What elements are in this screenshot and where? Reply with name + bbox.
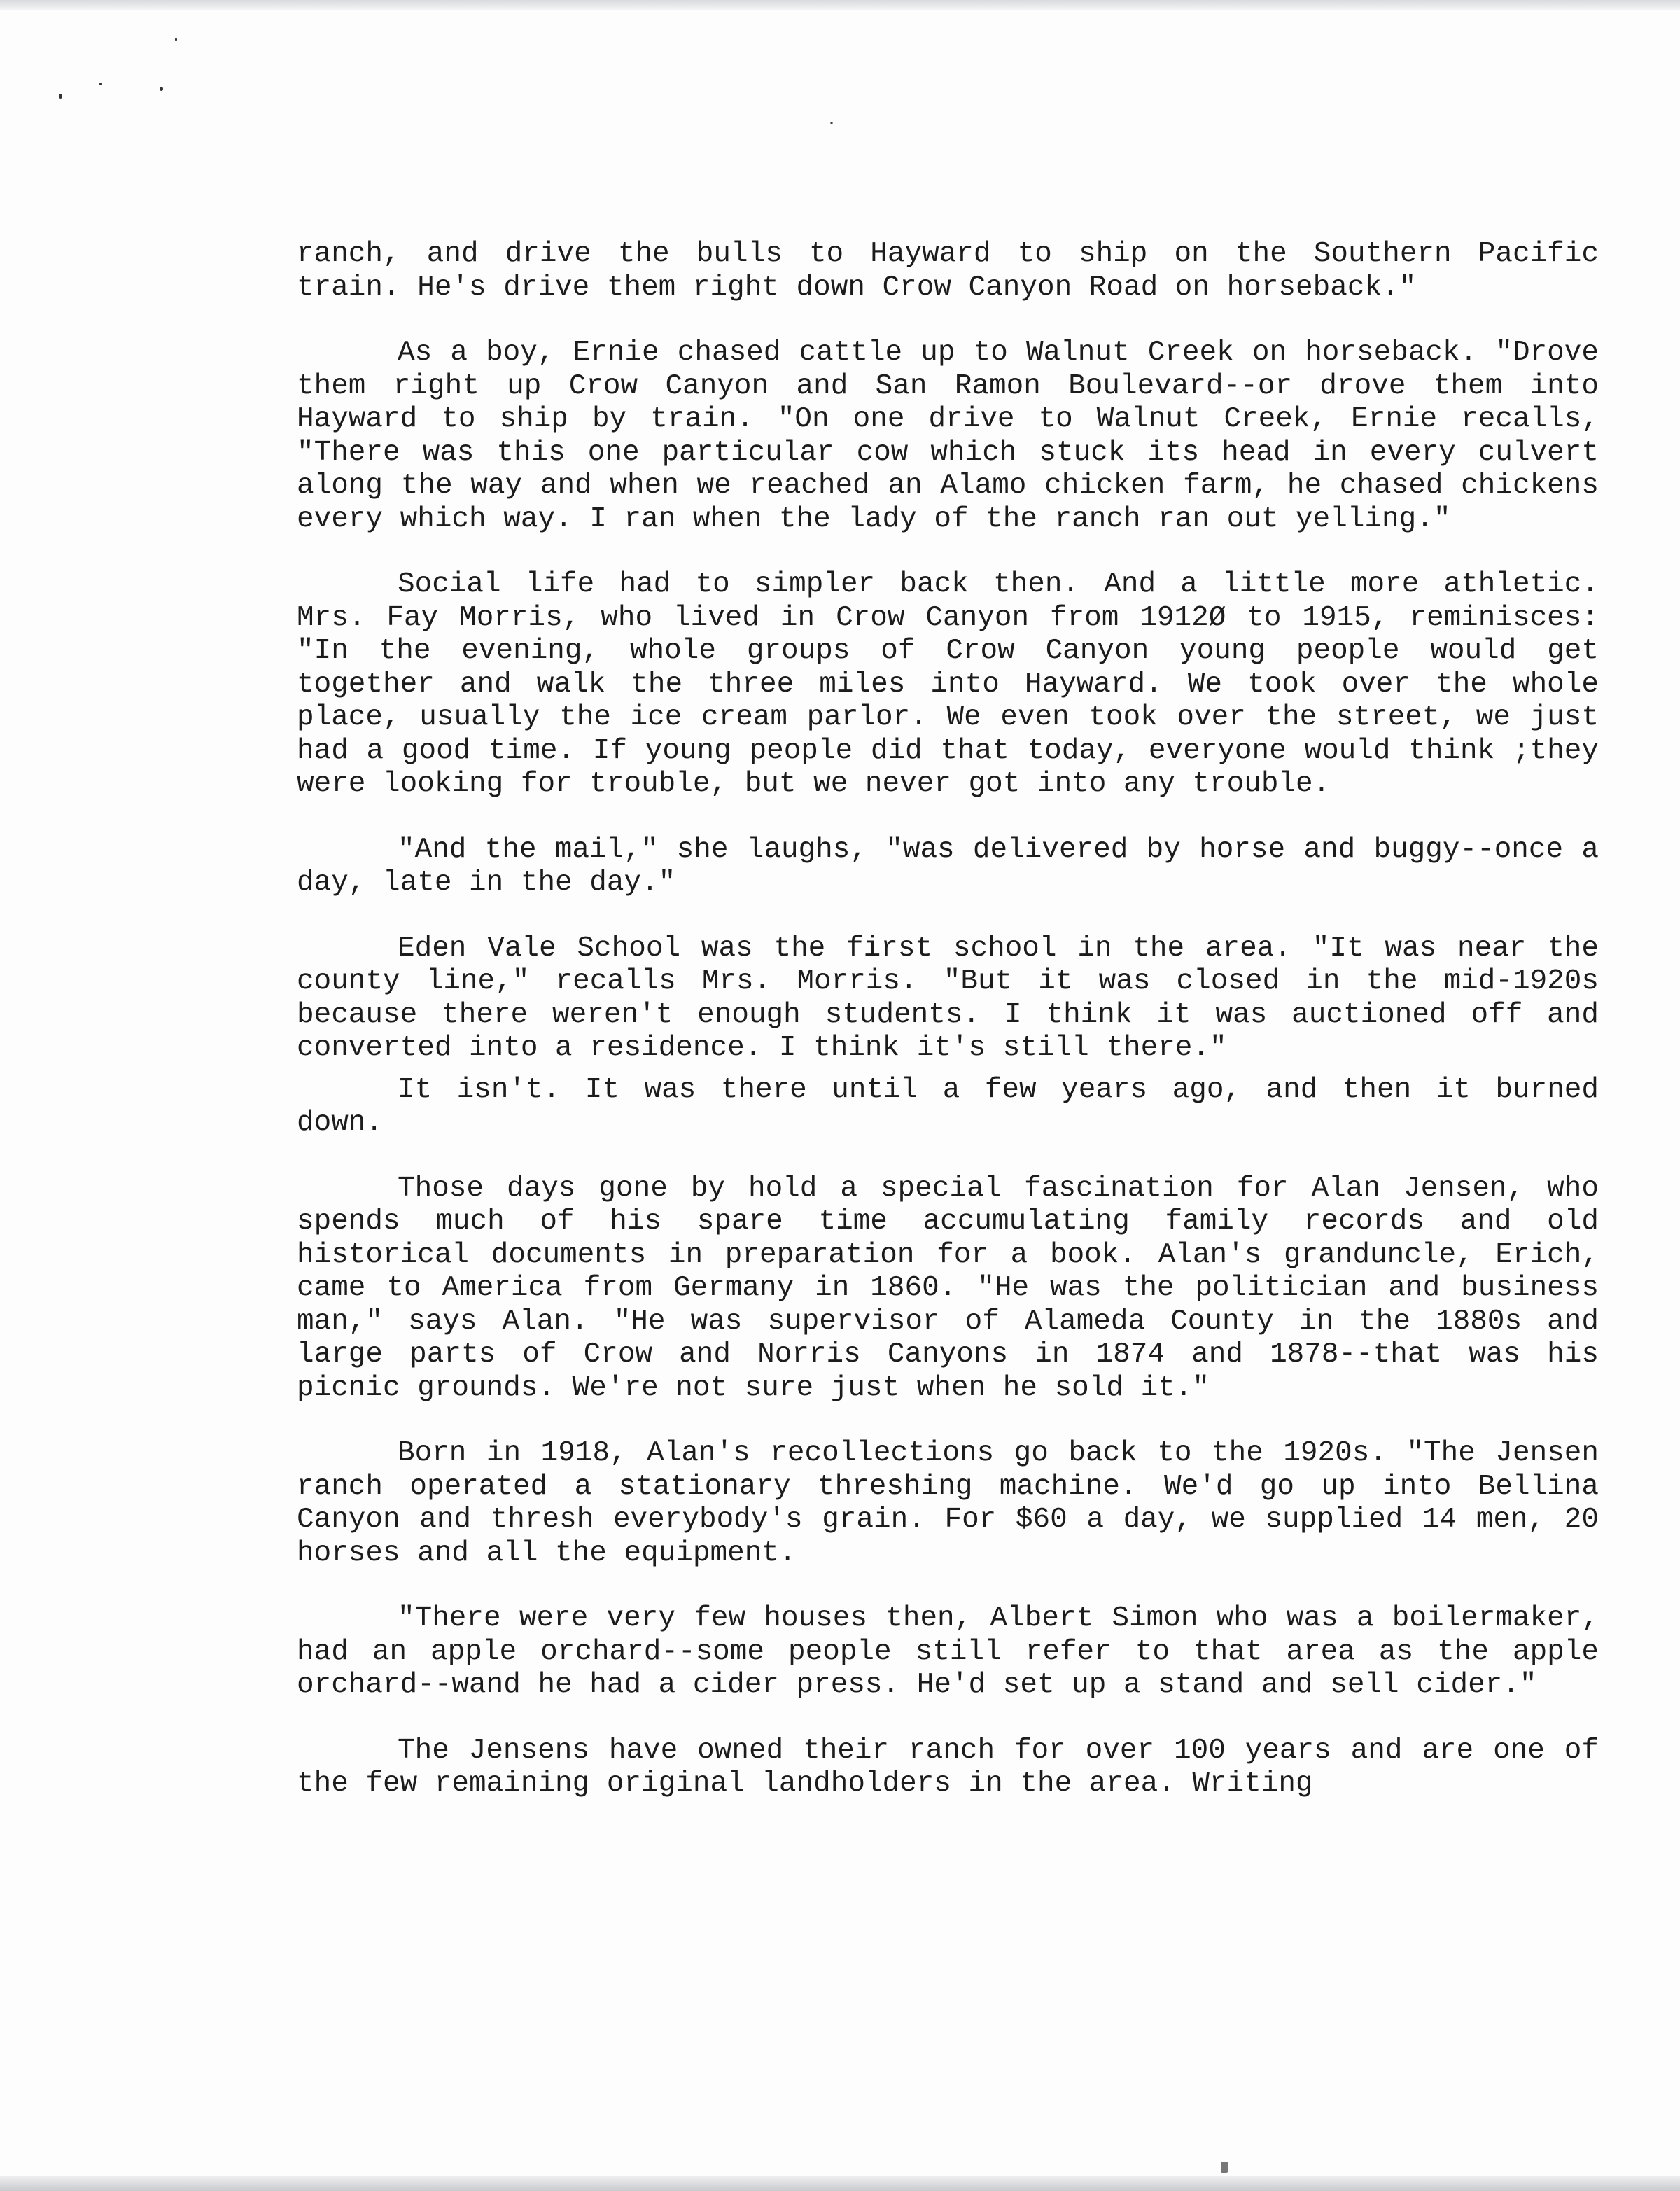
paragraph-9: "There were very few houses then, Albert Simon who was a boilermaker, had an apple orchard--some people still refer to that area as the apple orchard--wand he had a cider press. He'd set up a stand and sell cider." xyxy=(297,1602,1599,1701)
scan-speck xyxy=(99,83,102,85)
paragraph-2: As a boy, Ernie chased cattle up to Walnut Creek on horseback. "Drove them right up Crow Canyon and San Ramon Boulevard--or drove them into Hayward to ship by train. "On one drive to Walnut Creek, Ernie recalls, "There was this one particular cow which stuck its head in every culvert along the way and when we reached an Alamo chicken farm, he chased chickens every which way. I ran when the lady of the ranch ran out yelling." xyxy=(297,337,1599,536)
scan-speck xyxy=(175,38,177,41)
scan-speck xyxy=(59,94,62,99)
scan-speck xyxy=(1221,2162,1228,2173)
paragraph-5: Eden Vale School was the first school in the area. "It was near the county line," recalls Mrs. Morris. "But it was closed in the mid-1920s because there weren't enough students. I think it was auctioned off and converted into a residence. I think it's still there." xyxy=(297,932,1599,1064)
scan-speck xyxy=(830,122,833,124)
scan-bottom-edge xyxy=(0,2176,1680,2191)
paragraph-1: ranch, and drive the bulls to Hayward to ship on the Southern Pacific train. He's drive them right down Crow Canyon Road on horseback." xyxy=(297,238,1599,304)
paragraph-8: Born in 1918, Alan's recollections go back to the 1920s. "The Jensen ranch operated a stationary threshing machine. We'd go up into Bellina Canyon and thresh everybody's grain. For $60 a day, we supplied 14 men, 20 horses and all the equipment. xyxy=(297,1437,1599,1569)
scan-top-edge xyxy=(0,0,1680,10)
paragraph-6: It isn't. It was there until a few years ago, and then it burned down. xyxy=(297,1073,1599,1139)
document-body xyxy=(297,238,1599,1801)
paragraph-10: The Jensens have owned their ranch for over 100 years and are one of the few remaining original landholders in the area. Writing xyxy=(297,1734,1599,1800)
paragraph-4: "And the mail," she laughs, "was delivered by horse and buggy--once a day, late in the day." xyxy=(297,833,1599,899)
paragraph-7: Those days gone by hold a special fascination for Alan Jensen, who spends much of his spare time accumulating family records and old historical documents in preparation for a book. Alan's granduncle, Erich, came to America from Germany in 1860. "He was the politician and business man," says Alan. "He was supervisor of Alameda County in the 1880s and large parts of Crow and Norris Canyons in 1874 and 1878--that was his picnic grounds. We're not sure just when he sold it." xyxy=(297,1172,1599,1404)
paragraph-3: Social life had to simpler back then. And a little more athletic. Mrs. Fay Morris, who lived in Crow Canyon from 1912Ø to 1915, reminisces: "In the evening, whole groups of Crow Canyon young people would get together and walk the three miles into Hayward. We took over the whole place, usually the ice cream parlor. We even took over the street, we just had a good time. If young people did that today, everyone would think ;they were looking for trouble, but we never got into any trouble. xyxy=(297,568,1599,800)
scan-speck xyxy=(160,87,163,91)
